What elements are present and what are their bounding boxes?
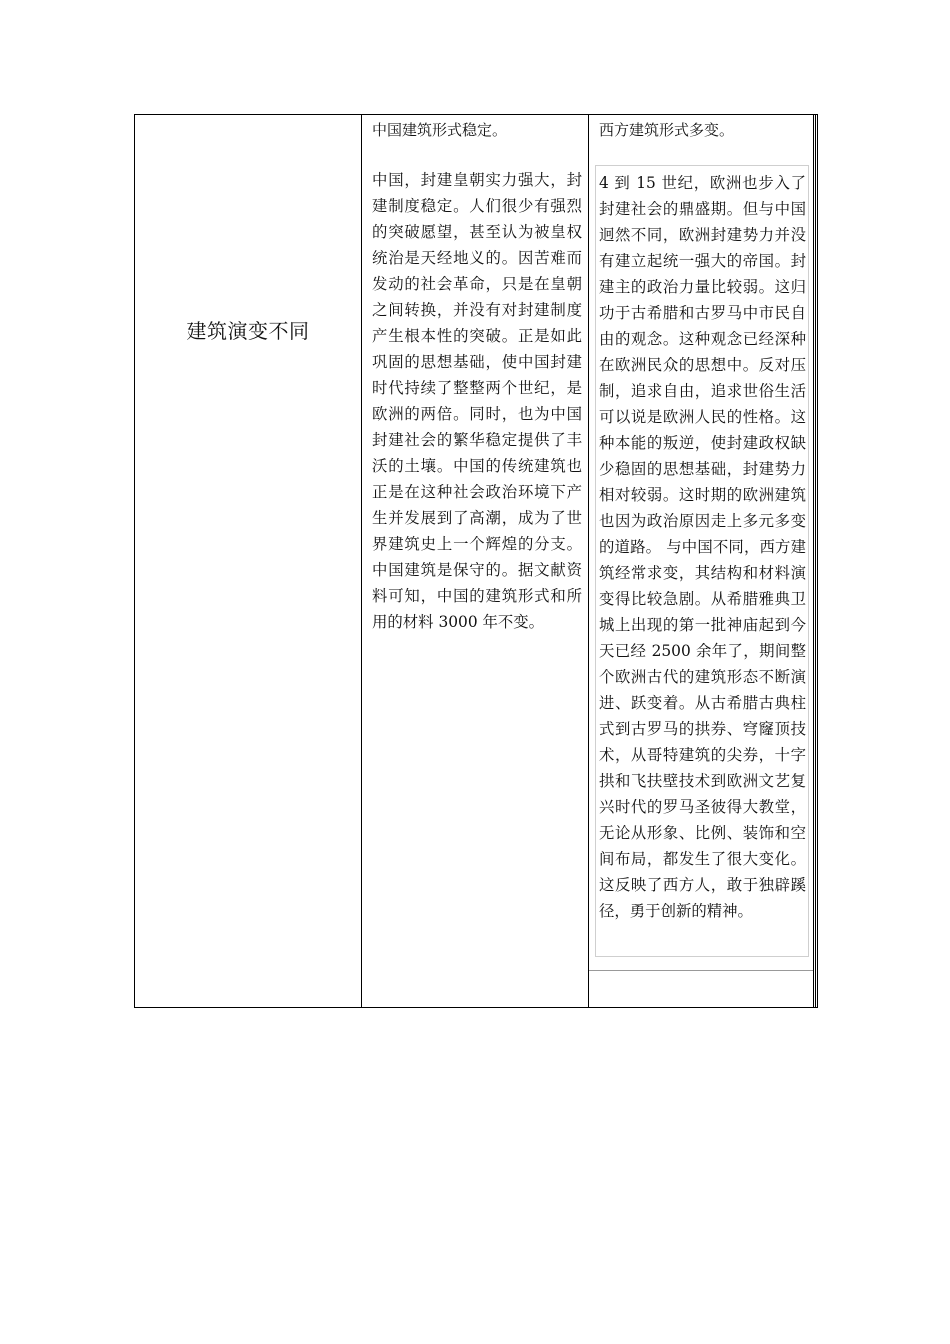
table-right-double-border bbox=[813, 115, 816, 1007]
row-label: 建筑演变不同 bbox=[186, 319, 310, 343]
comparison-table bbox=[134, 114, 818, 1008]
west-cell-divider bbox=[589, 970, 813, 971]
west-body-text: 4 到 15 世纪，欧洲也步入了封建社会的鼎盛期。但与中国迥然不同，欧洲封建势力并没有建立起统一强大的帝国。封建主的政治力量比较弱。这归功于古希腊和古罗马中市民自由的观念。这种观念已经深种在欧洲民众的思想中。反对压制，追求自由，追求世俗生活可以说是欧洲人民的性格。这种本能的叛逆，使封建政权缺少稳固的思想基础，封建势力相对较弱。这时期的欧洲建筑也因为政治原因走上多元多变的道路。 与中国不同，西方建筑经常求变，其结构和材料演变得比较急剧。从希腊雅典卫城上出现的第一批神庙起到今天已经 2500 余年了，期间整个欧洲古代的建筑形态不断演进、跃变着。从古希腊古典柱式到古罗马的拱券、穹窿顶技术，从哥特建筑的尖券，十字拱和飞扶壁技术到欧洲文艺复兴时代的罗马圣彼得大教堂，无论从形象、比例、装饰和空间布局，都发生了很大变化。这反映了西方人，敢于独辟蹊径，勇于创新的精神。 bbox=[599, 174, 806, 920]
china-body-text: 中国，封建皇朝实力强大，封建制度稳定。人们很少有强烈的突破愿望，甚至认为被皇权统治是天经地义的。因苦难而发动的社会革命，只是在皇朝之间转换，并没有对封建制度产生根本性的突破。正是如此巩固的思想基础，使中国封建时代持续了整整两个世纪，是欧洲的两倍。同时，也为中国封建社会的繁华稳定提供了丰沃的土壤。中国的传统建筑也正是在这种社会政治环境下产生并发展到了高潮，成为了世界建筑史上一个辉煌的分支。中国建筑是保守的。据文献资料可知，中国的建筑形式和所用的材料 3000 年不变。 bbox=[372, 171, 582, 631]
row-label-cell bbox=[135, 115, 362, 1007]
china-cell bbox=[362, 115, 589, 1007]
west-cell bbox=[589, 115, 813, 1007]
china-heading: 中国建筑形式稳定。 bbox=[372, 121, 508, 139]
west-heading: 西方建筑形式多变。 bbox=[599, 121, 735, 139]
west-text-frame bbox=[595, 165, 809, 957]
